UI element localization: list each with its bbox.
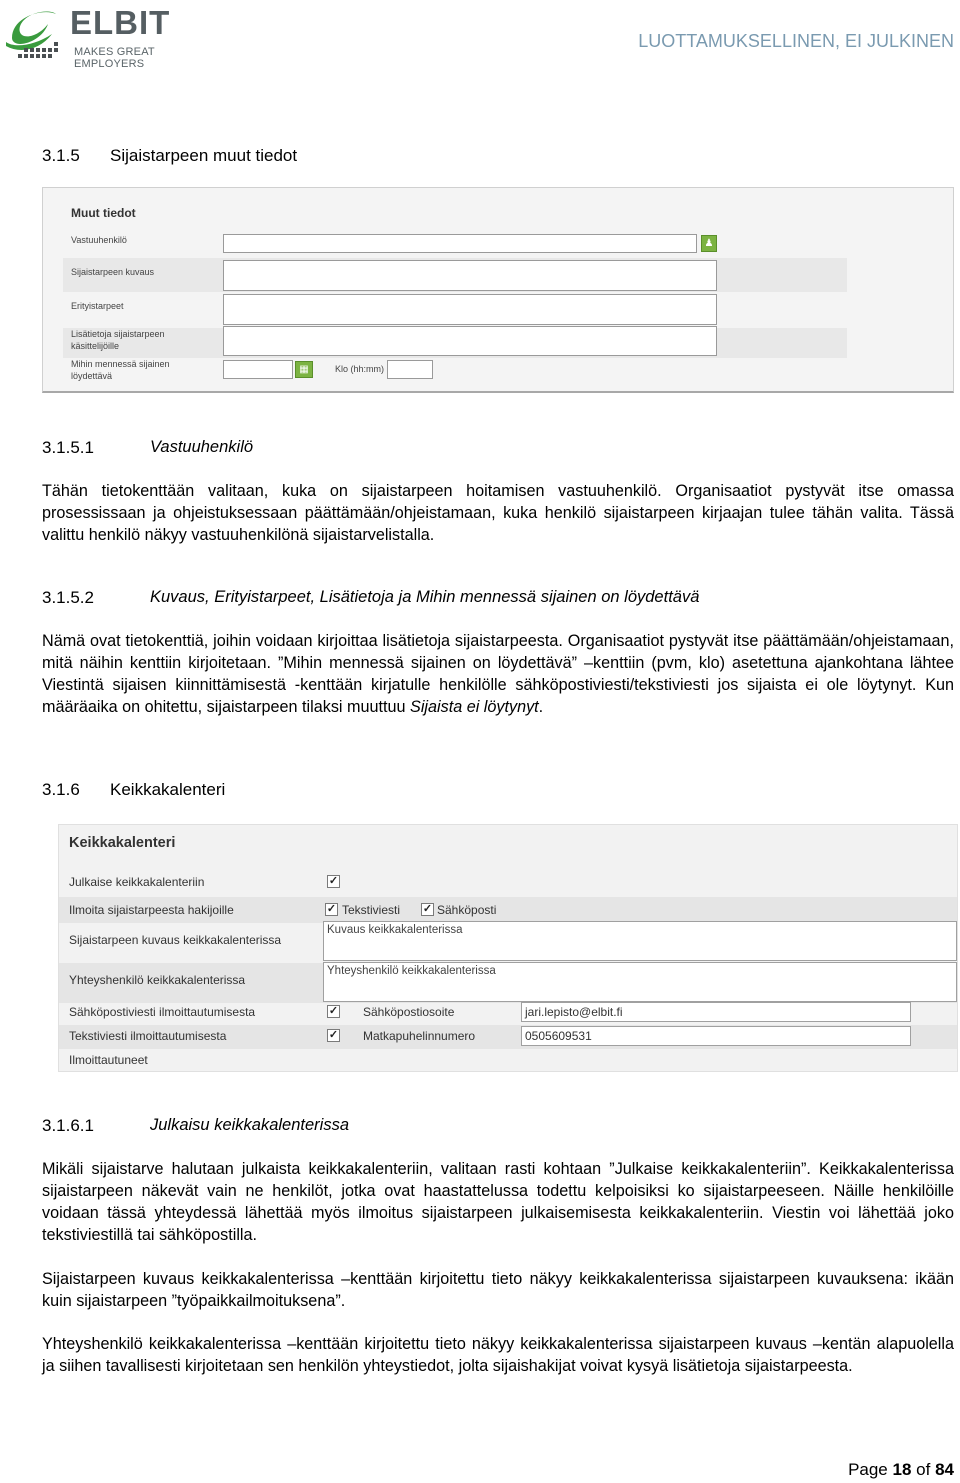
form-title: Keikkakalenteri <box>69 835 176 851</box>
option-label: Tekstiviesti <box>342 903 401 917</box>
sahkoposti-checkbox[interactable]: ✓ <box>422 903 433 915</box>
field-label: Sijaistarpeen kuvaus <box>71 267 155 277</box>
confidentiality-label: LUOTTAMUKSELLINEN, EI JULKINEN <box>638 31 954 51</box>
status-term: Sijaista ei löytynyt <box>410 698 539 716</box>
calendar-icon[interactable]: ▦ <box>295 361 313 378</box>
section-title: Vastuuhenkilö <box>150 438 254 456</box>
page-number <box>848 1460 954 1480</box>
kuvaus-textarea[interactable]: Kuvaus keikkakalenterissa <box>323 921 957 961</box>
yhteyshenkilo-textarea[interactable]: Yhteyshenkilö keikkakalenterissa <box>323 962 957 1002</box>
erityistarpeet-textarea[interactable] <box>223 294 717 325</box>
klo-label: Klo (hh:mm) <box>335 364 385 374</box>
phone-input[interactable]: 0505609531 <box>521 1026 911 1046</box>
paragraph-end: . <box>538 698 544 716</box>
tekstiviesti-checkbox[interactable]: ✓ <box>326 903 337 915</box>
paragraph: Yhteyshenkilö keikkakalenterissa –kenttään kirjoitettu tieto näkyy keikkakalenterissa sijaistarpeen kuvaus –kentän alapuolella ja siihen tavallisesti kirjoitetaan sen henkilön yhteystiedot, jolta sijaishakijat voivat kysyä lisätietoja sijaistarpeesta. <box>42 1335 954 1375</box>
lisatietoja-textarea[interactable] <box>223 326 717 356</box>
sms-notify-checkbox[interactable]: ✓ <box>328 1029 339 1041</box>
field-label: Erityistarpeet <box>71 301 124 311</box>
field-label: Yhteyshenkilö keikkakalenterissa <box>69 973 246 987</box>
section-title: Keikkakalenteri <box>110 780 226 799</box>
screenshot-keikkakalenteri <box>58 824 958 1072</box>
person-picker-icon[interactable]: ♟ <box>701 235 717 252</box>
phone-label: Matkapuhelinnumero <box>363 1029 476 1043</box>
field-label: Sijaistarpeen kuvaus keikkakalenterissa <box>69 933 282 947</box>
paragraph-text: Nämä ovat tietokenttiä, joihin voidaan kirjoittaa lisätietoja sijaistarpeesta. Organisaatiot pystyvät itse päättämään/ohjeistamaan, mitä näihin kenttiin kirjoitetaan. ”Mihin mennessä sijainen on löydettävä” –kenttiin (pvm, klo) asetettuna ajankohtana lähtee Viestintä sijaisen kiinnittämisestä -kenttään kirjatulle henkilölle sähköpostiviesti/tekstiviesti jos sijaista ei ole löytynyt. Kun määräaika on ohitettu, sijaistarpeen tilaksi muuttuu <box>42 632 954 716</box>
paragraph: Sijaistarpeen kuvaus keikkakalenterissa –kenttään kirjoitettu tieto näkyy keikkakalenterissa sijaistarpeen kuvauksena: ikään kuin sijaistarpeen ”työpaikkailmoituksena”. <box>42 1270 954 1310</box>
form-title: Muut tiedot <box>71 206 136 220</box>
kuvaus-textarea[interactable] <box>223 260 717 291</box>
field-label: Lisätietoja sijaistarpeen käsittelijöille <box>71 329 165 351</box>
field-label: Sähköpostiviesti ilmoittautumisesta <box>69 1005 256 1019</box>
field-label: Mihin mennessä sijainen löydettävä <box>71 359 170 381</box>
section-number: 3.1.6.1 <box>42 1116 94 1135</box>
date-input[interactable] <box>223 360 293 379</box>
section-number: 3.1.5.1 <box>42 438 94 457</box>
elbit-logo <box>4 4 224 70</box>
time-input[interactable] <box>387 360 433 379</box>
screenshot-muut-tiedot <box>42 187 954 393</box>
julkaise-checkbox[interactable]: ✓ <box>328 875 339 887</box>
field-label: Julkaise keikkakalenteriin <box>69 875 205 889</box>
logo-mark-icon <box>4 6 66 62</box>
current-page: 18 <box>892 1460 912 1479</box>
paragraph <box>42 630 954 718</box>
field-label: Ilmoittautuneet <box>69 1053 148 1067</box>
section-title: Sijaistarpeen muut tiedot <box>110 146 298 165</box>
section-number: 3.1.5.2 <box>42 588 94 607</box>
logo-text: ELBIT <box>70 4 171 41</box>
page-word: Page <box>848 1460 888 1479</box>
paragraph: Mikäli sijaistarve halutaan julkaista keikkakalenteriin, valitaan rasti kohtaan ”Julkaise keikkakalenteriin”. Keikkakalenterissa sijaistarpeen näkevät vain ne henkilöt, jotka ovat haastattelussa todettu kelpoisiksi ko sijaistarpeeseen. Näille henkilöille voidaan tässä yhteydessä lähettää myös ilmoitus sijaistarpeen julkaisemisesta keikkakalenteriin. Viestin voi lähettää joko tekstiviestillä tai sähköpostilla. <box>42 1160 954 1244</box>
field-label: Tekstiviesti ilmoittautumisesta <box>69 1029 227 1043</box>
vastuuhenkilo-input[interactable] <box>223 234 697 253</box>
of-word: of <box>916 1460 931 1479</box>
field-label: Ilmoita sijaistarpeesta hakijoille <box>69 903 234 917</box>
section-title: Kuvaus, Erityistarpeet, Lisätietoja ja Mihin mennessä sijainen on löydettävä <box>150 588 700 606</box>
total-pages: 84 <box>935 1460 954 1479</box>
section-number: 3.1.6 <box>42 780 80 799</box>
option-label: Sähköposti <box>437 903 497 917</box>
email-label: Sähköpostiosoite <box>363 1005 455 1019</box>
field-label: Vastuuhenkilö <box>71 235 127 245</box>
section-title: Julkaisu keikkakalenterissa <box>150 1116 350 1134</box>
email-notify-checkbox[interactable]: ✓ <box>328 1005 339 1017</box>
paragraph: Tähän tietokenttään valitaan, kuka on sijaistarpeen hoitamisen vastuuhenkilö. Organisaatiot pystyvät itse omassa prosessissaan ja ohjeistuksessaan päättämään/ohjeistamaan, kuka henkilö sijaistarpeen kirjaajan tulee tähän valita. Tässä valittu henkilö näkyy vastuuhenkilönä sijaistarvelistalla. <box>42 482 954 544</box>
section-number: 3.1.5 <box>42 146 80 165</box>
logo-tagline: MAKES GREAT EMPLOYERS <box>74 46 155 70</box>
email-input[interactable]: jari.lepisto@elbit.fi <box>521 1002 911 1022</box>
